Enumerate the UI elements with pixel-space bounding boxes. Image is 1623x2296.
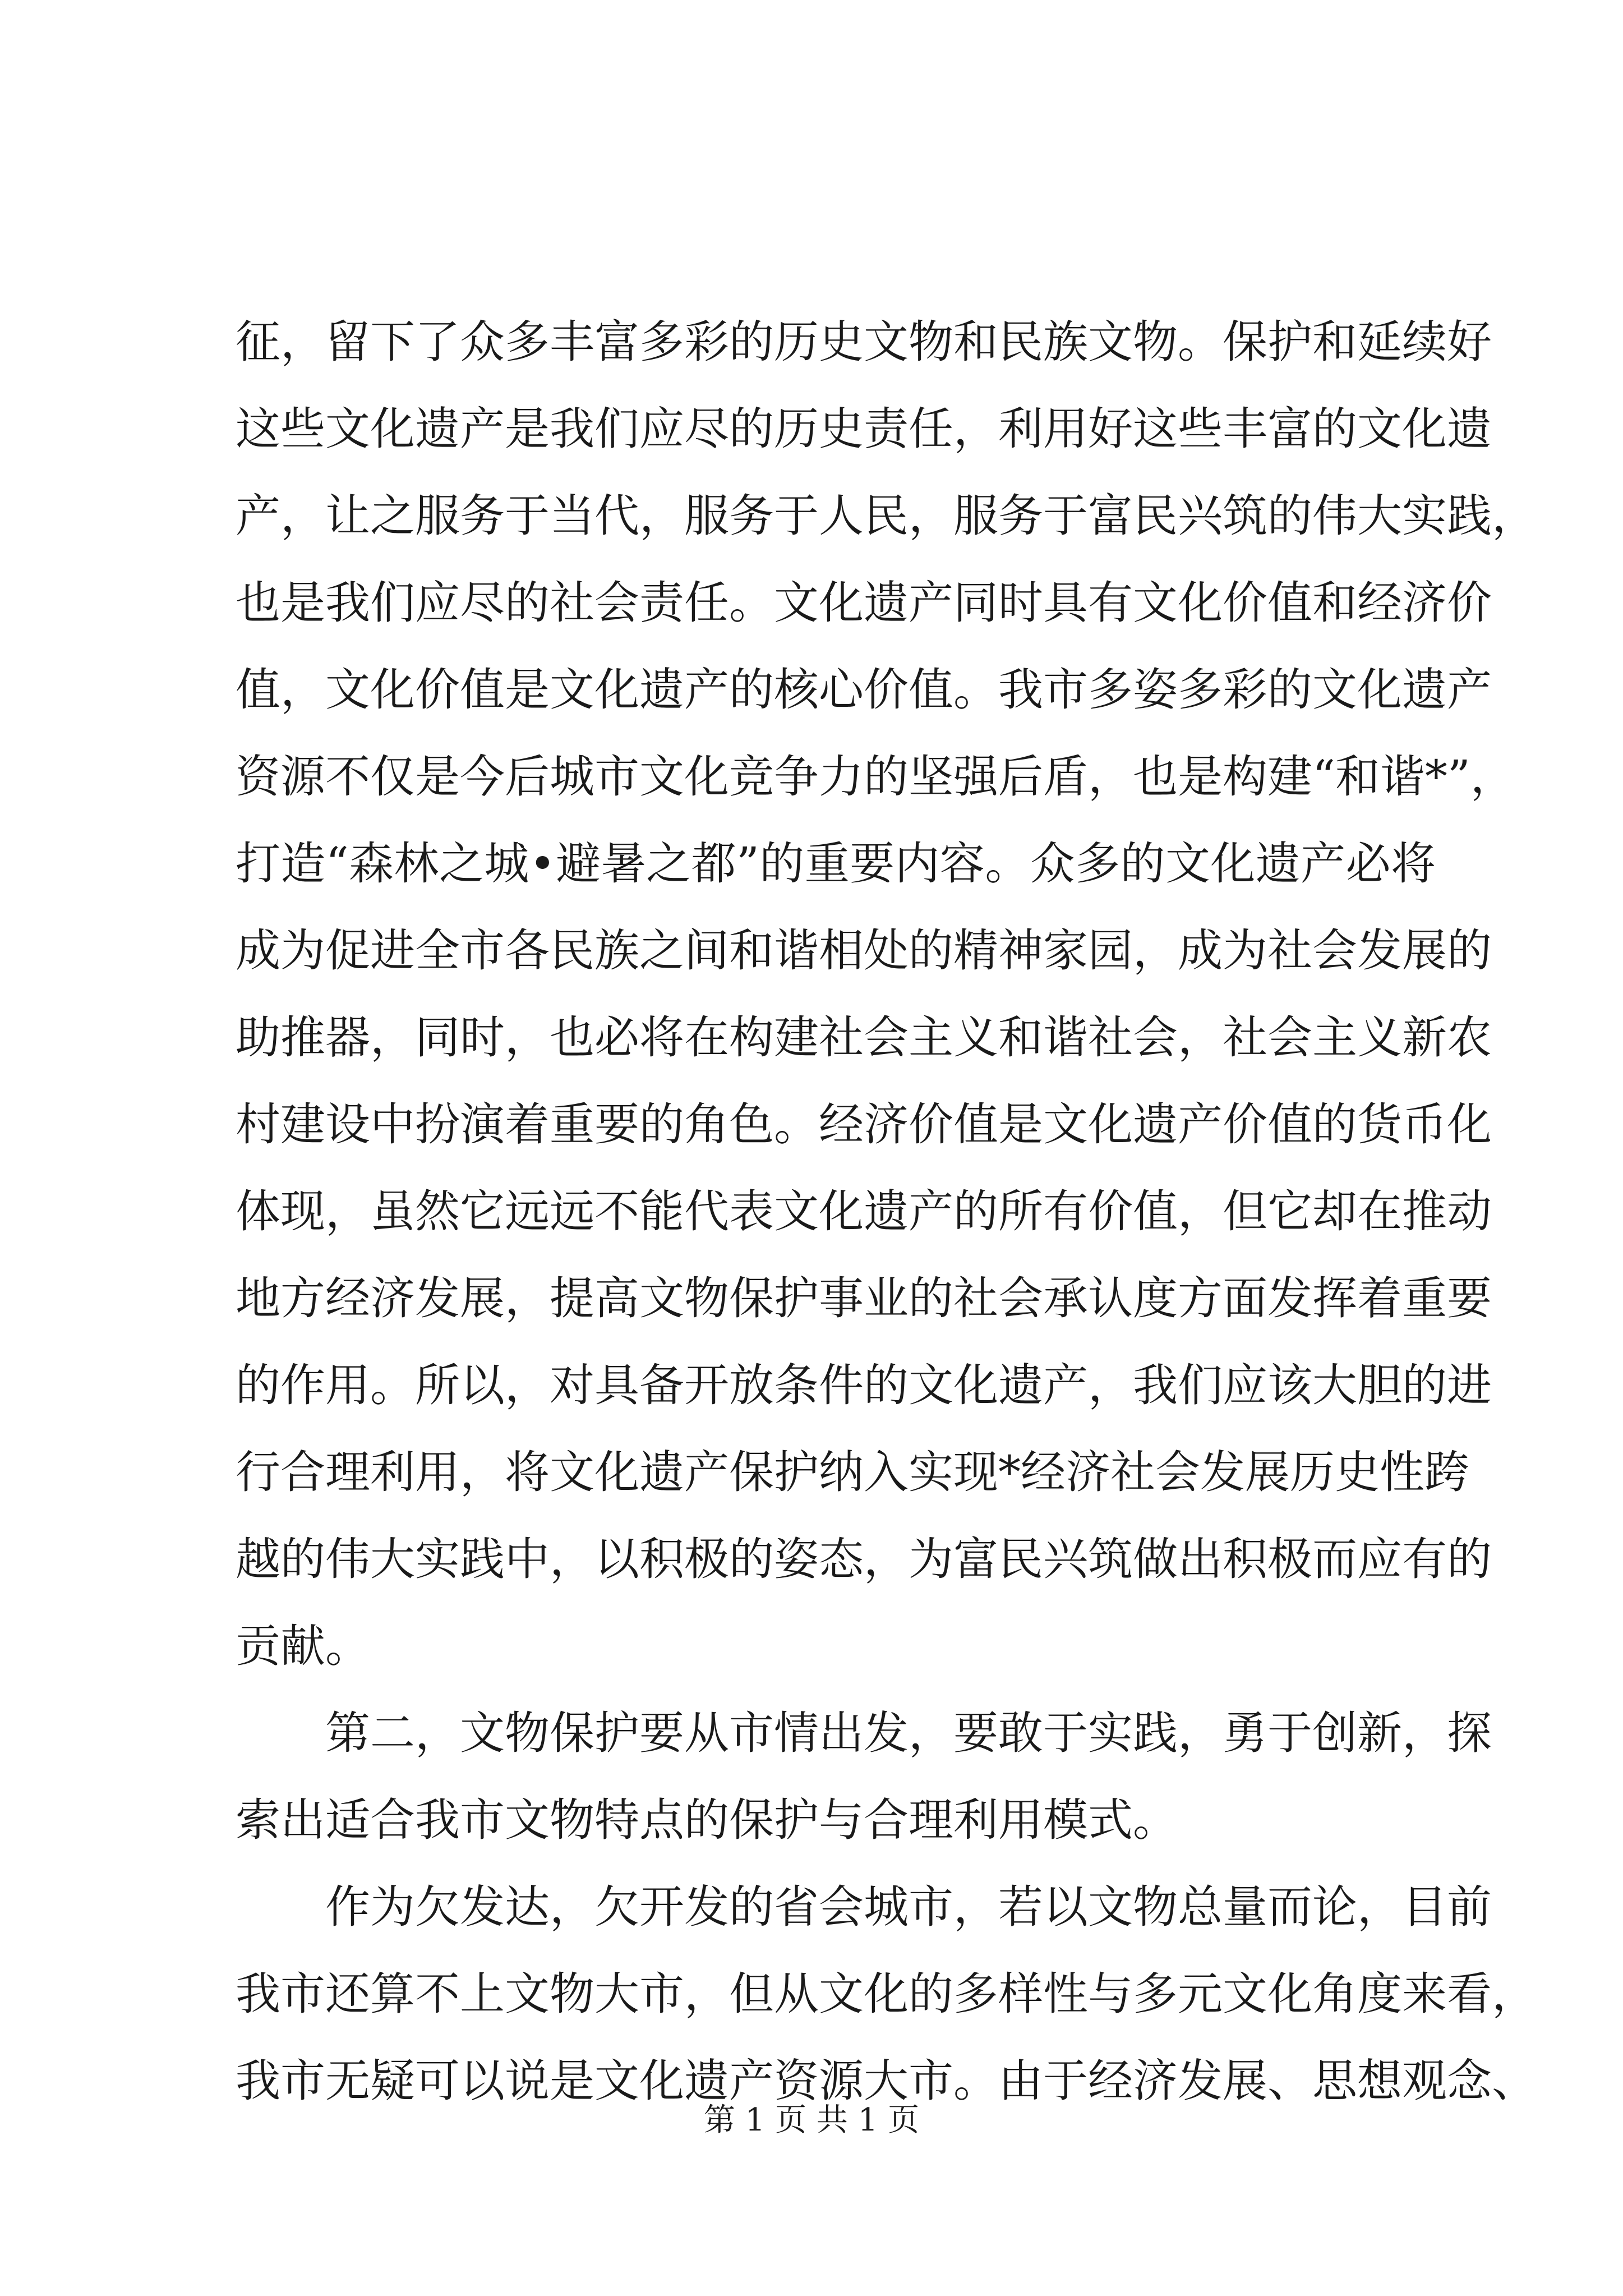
page-footer: 第 1 页 共 1 页 bbox=[703, 2102, 920, 2138]
body-text-line: 越的伟大实践中，以积极的姿态，为富民兴筑做出积极而应有的 bbox=[236, 1533, 1492, 1585]
body-text-line: 的作用。所以，对具备开放条件的文化遗产，我们应该大胆的进 bbox=[236, 1359, 1492, 1411]
body-text-line: 资源不仅是今后城市文化竞争力的坚强后盾，也是构建“和谐*”， bbox=[236, 751, 1515, 803]
body-text-line: 地方经济发展，提高文物保护事业的社会承认度方面发挥着重要 bbox=[236, 1272, 1492, 1324]
body-text-line: 我市无疑可以说是文化遗产资源大市。由于经济发展、思想观念、 bbox=[236, 2055, 1537, 2107]
body-text-line: 村建设中扮演着重要的角色。经济价值是文化遗产价值的货币化 bbox=[236, 1098, 1492, 1151]
body-text-line: 产，让之服务于当代，服务于人民，服务于富民兴筑的伟大实践， bbox=[236, 490, 1537, 542]
body-text-line: 值，文化价值是文化遗产的核心价值。我市多姿多彩的文化遗产 bbox=[236, 664, 1492, 716]
body-text-line: 行合理利用，将文化遗产保护纳入实现*经济社会发展历史性跨 bbox=[236, 1446, 1469, 1498]
paragraph-first-line: 作为欠发达，欠开发的省会城市，若以文物总量而论，目前 bbox=[236, 1881, 1492, 1933]
body-text-line: 贡献。 bbox=[236, 1620, 370, 1672]
body-text-line: 也是我们应尽的社会责任。文化遗产同时具有文化价值和经济价 bbox=[236, 577, 1492, 629]
body-text-line: 我市还算不上文物大市，但从文化的多样性与多元文化角度来看， bbox=[236, 1968, 1537, 2020]
body-text-line: 打造“森林之城•避暑之都”的重要内容。众多的文化遗产必将 bbox=[236, 838, 1436, 890]
paragraph-first-line: 第二，文物保护要从市情出发，要敢于实践，勇于创新，探 bbox=[236, 1707, 1492, 1759]
body-text-line: 助推器，同时，也必将在构建社会主义和谐社会，社会主义新农 bbox=[236, 1011, 1492, 1064]
body-text-line: 征，留下了众多丰富多彩的历史文物和民族文物。保护和延续好 bbox=[236, 316, 1492, 368]
body-text-line: 体现，虽然它远远不能代表文化遗产的所有价值，但它却在推动 bbox=[236, 1185, 1492, 1237]
body-text-line: 这些文化遗产是我们应尽的历史责任，利用好这些丰富的文化遗 bbox=[236, 403, 1492, 455]
body-text-line: 索出适合我市文物特点的保护与合理利用模式。 bbox=[236, 1794, 1178, 1846]
body-text-line: 成为促进全市各民族之间和谐相处的精神家园，成为社会发展的 bbox=[236, 924, 1492, 977]
